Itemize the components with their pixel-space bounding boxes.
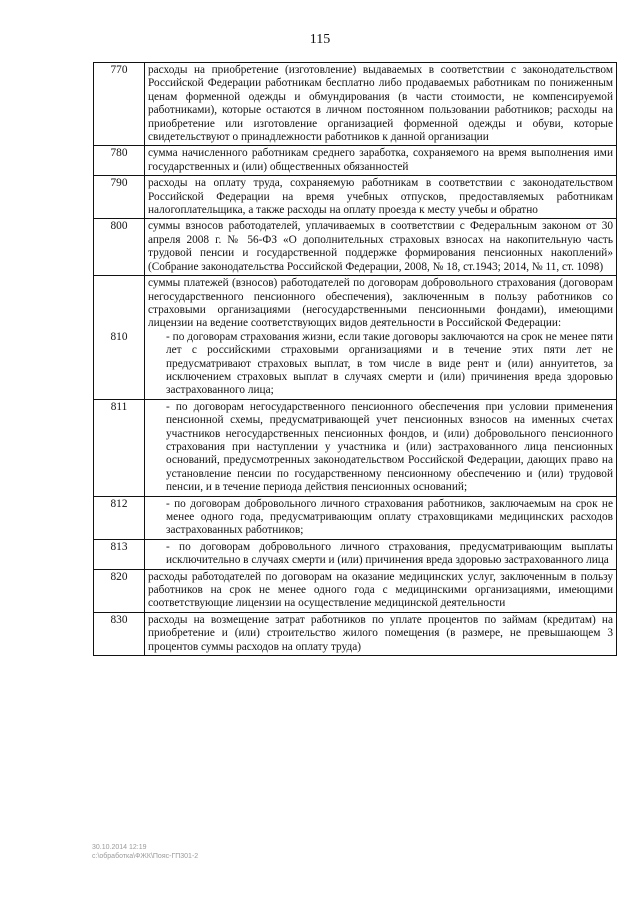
code-cell: 813 <box>94 539 145 569</box>
description-cell: расходы работодателей по договорам на оказание медицинских услуг, заключенным в пользу работников на срок не менее одного года с медицинскими организациями, имеющими соответствующие лицензии на осуществление медицинской деятельности <box>145 569 617 612</box>
table-row <box>94 276 617 400</box>
footer-file-path: с:\обработка\ФЖК\Пояс-ГП301-2 <box>92 853 199 860</box>
document-footer <box>92 843 198 861</box>
code-cell: 812 <box>94 496 145 539</box>
code-cell: 780 <box>94 146 145 176</box>
code-cell: 770 <box>94 63 145 146</box>
table-row <box>94 176 617 219</box>
table-row <box>94 569 617 612</box>
code-cell: 820 <box>94 569 145 612</box>
table-row <box>94 399 617 496</box>
description-cell: сумма начисленного работникам среднего заработка, сохраняемого на время выполнения ими государственных и (или) общественных обязанностей <box>145 146 617 176</box>
code-cell: 790 <box>94 176 145 219</box>
income-codes-table <box>93 62 617 656</box>
description-cell <box>145 539 617 569</box>
page-number: 115 <box>309 32 331 47</box>
code-cell: 810 <box>94 276 145 400</box>
code-cell: 830 <box>94 612 145 655</box>
footer-timestamp: 30.10.2014 12:19 <box>92 844 147 851</box>
description-cell: расходы на оплату труда, сохраняемую работникам в соответствии с законодательством Российской Федерации на время учебных отпусков, предоставляемых работникам налогоплательщика, а также расходы на оплату проезда к месту учебы и обратно <box>145 176 617 219</box>
description-item: - по договорам негосударственного пенсионного обеспечения при условии применения пенсионной схемы, предусматривающей учет пенсионных взносов на именных счетах участников негосударственных пенсионных фондов, и (или) добровольного пенсионного страхования при наступлении у участника и (или) застрахованного лица пенсионных оснований, предусмотренных законодательством Российской Федерации, дающих право на установление пенсии по государственному пенсионному обеспечению и (или) трудовой пенсии, и в течение периода действия пенсионных оснований; <box>166 400 613 494</box>
description-cell: суммы взносов работодателей, уплачиваемых в соответствии с Федеральным законом от 30 апреля 2008 г. № 56-ФЗ «О дополнительных страховых взносах на накопительную часть трудовой пенсии и государственной поддержке формирования пенсионных накоплений» (Собрание законодательства Российской Федерации, 2008, № 18, ст.1943; 2014, № 11, ст. 1098) <box>145 219 617 276</box>
description-cell <box>145 399 617 496</box>
description-item: - по договорам добровольного личного страхования, предусматривающим выплаты исключительно в случаях смерти и (или) причинения вреда здоровью застрахованного лица <box>166 540 613 567</box>
description-cell <box>145 496 617 539</box>
code-cell: 811 <box>94 399 145 496</box>
table-row <box>94 63 617 146</box>
description-intro: суммы платежей (взносов) работодателей по договорам добровольного страхования (договорам негосударственного пенсионного обеспечения), заключенным в пользу работников со страховыми организациями (негосударственными пенсионными фондами), имеющими лицензии на ведение соответствующих видов деятельности в Российской Федерации: <box>148 277 613 330</box>
table-row <box>94 496 617 539</box>
code-cell: 800 <box>94 219 145 276</box>
table-row <box>94 539 617 569</box>
table-row <box>94 612 617 655</box>
description-cell: расходы на возмещение затрат работников по уплате процентов по займам (кредитам) на приобретение и (или) строительство жилого помещения (в размере, не превышающем 3 процентов суммы расходов на оплату труда) <box>145 612 617 655</box>
description-cell: расходы на приобретение (изготовление) выдаваемых в соответствии с законодательством Российской Федерации работникам бесплатно либо продаваемых работникам по пониженным ценам форменной одежды и обмундирования (в части стоимости, не компенсируемой работниками), которые остаются в личном постоянном пользовании работников; расходы на приобретение или изготовление организацией форменной одежды и обуви, которые свидетельствуют о принадлежности работников к данной организации <box>145 63 617 146</box>
description-cell <box>145 276 617 400</box>
description-item: - по договорам добровольного личного страхования работников, заключаемым на срок не менее одного года, предусматривающим оплату страховщиками медицинских расходов застрахованных работников; <box>166 497 613 537</box>
description-item: - по договорам страхования жизни, если такие договоры заключаются на срок не менее пяти лет с российскими страховыми организациями и в течение этих пяти лет не предусматривают страховых выплат, в том числе в виде рент и (или) аннуитетов, за исключением страховых выплат в случаях смерти и (или) причинения вреда здоровью застрахованного лица; <box>166 330 613 397</box>
table-row <box>94 219 617 276</box>
table-row <box>94 146 617 176</box>
